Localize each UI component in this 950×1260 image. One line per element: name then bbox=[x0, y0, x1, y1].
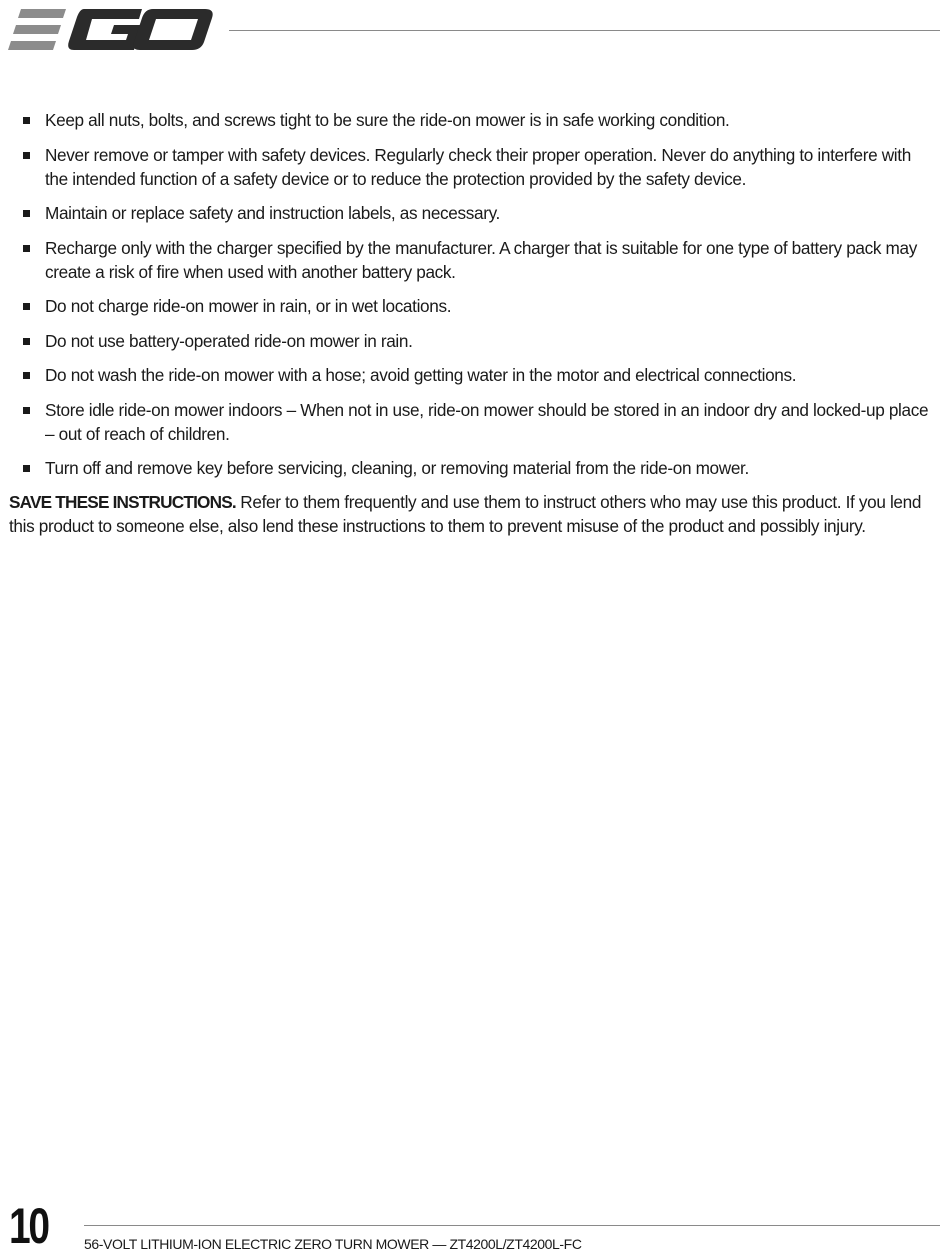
list-item bbox=[0, 236, 950, 284]
page-header bbox=[0, 0, 950, 60]
bullet-text: Do not wash the ride-on mower with a hose; avoid getting water in the motor and electrical connections. bbox=[45, 365, 797, 385]
bullet-text: Keep all nuts, bolts, and screws tight to be sure the ride-on mower is in safe working condition. bbox=[45, 110, 730, 130]
bullet-text: Never remove or tamper with safety devices. Regularly check their proper operation. Never do anything to interfere with the intended function of a safety device or to reduce the protection provided by the safety device. bbox=[45, 144, 911, 189]
safety-bullet-list bbox=[0, 108, 950, 491]
footer-rule bbox=[84, 1225, 940, 1226]
bullet-text: Recharge only with the charger specified by the manufacturer. A charger that is suitable for one type of battery pack may create a risk of fire when used with another battery pack. bbox=[45, 237, 917, 282]
bullet-square-icon bbox=[23, 210, 30, 217]
list-item bbox=[0, 143, 950, 191]
bullet-square-icon bbox=[23, 303, 30, 310]
ego-logo-icon bbox=[8, 6, 214, 54]
bullet-square-icon bbox=[23, 152, 30, 159]
list-item bbox=[0, 108, 950, 132]
bullet-square-icon bbox=[23, 245, 30, 252]
header-rule bbox=[229, 30, 940, 31]
save-instructions-paragraph bbox=[9, 490, 939, 538]
list-item bbox=[0, 329, 950, 353]
list-item bbox=[0, 294, 950, 318]
bullet-square-icon bbox=[23, 407, 30, 414]
list-item bbox=[0, 201, 950, 225]
bullet-text: Do not charge ride-on mower in rain, or in wet locations. bbox=[45, 296, 452, 316]
save-instructions-text: Refer to them frequently and use them to instruct others who may use this product. If you lend this product to someone else, also lend these instructions to them to prevent misuse of the product and possibly injury. bbox=[9, 492, 922, 536]
bullet-square-icon bbox=[23, 338, 30, 345]
bullet-square-icon bbox=[23, 117, 30, 124]
bullet-text: Maintain or replace safety and instruction labels, as necessary. bbox=[45, 203, 500, 223]
bullet-text: Turn off and remove key before servicing, cleaning, or removing material from the ride-on mower. bbox=[45, 458, 749, 478]
list-item bbox=[0, 363, 950, 387]
save-instructions-heading: SAVE THESE INSTRUCTIONS. bbox=[9, 492, 236, 512]
list-item bbox=[0, 456, 950, 480]
bullet-square-icon bbox=[23, 372, 30, 379]
bullet-text: Store idle ride-on mower indoors – When not in use, ride-on mower should be stored in an indoor dry and locked-up place – out of reach of children. bbox=[45, 399, 929, 444]
list-item bbox=[0, 398, 950, 446]
bullet-text: Do not use battery-operated ride-on mower in rain. bbox=[45, 330, 413, 351]
footer-title: 56-VOLT LITHIUM-ION ELECTRIC ZERO TURN MOWER — ZT4200L/ZT4200L-FC bbox=[84, 1236, 582, 1252]
page-number: 10 bbox=[9, 1198, 48, 1254]
bullet-square-icon bbox=[23, 465, 30, 472]
